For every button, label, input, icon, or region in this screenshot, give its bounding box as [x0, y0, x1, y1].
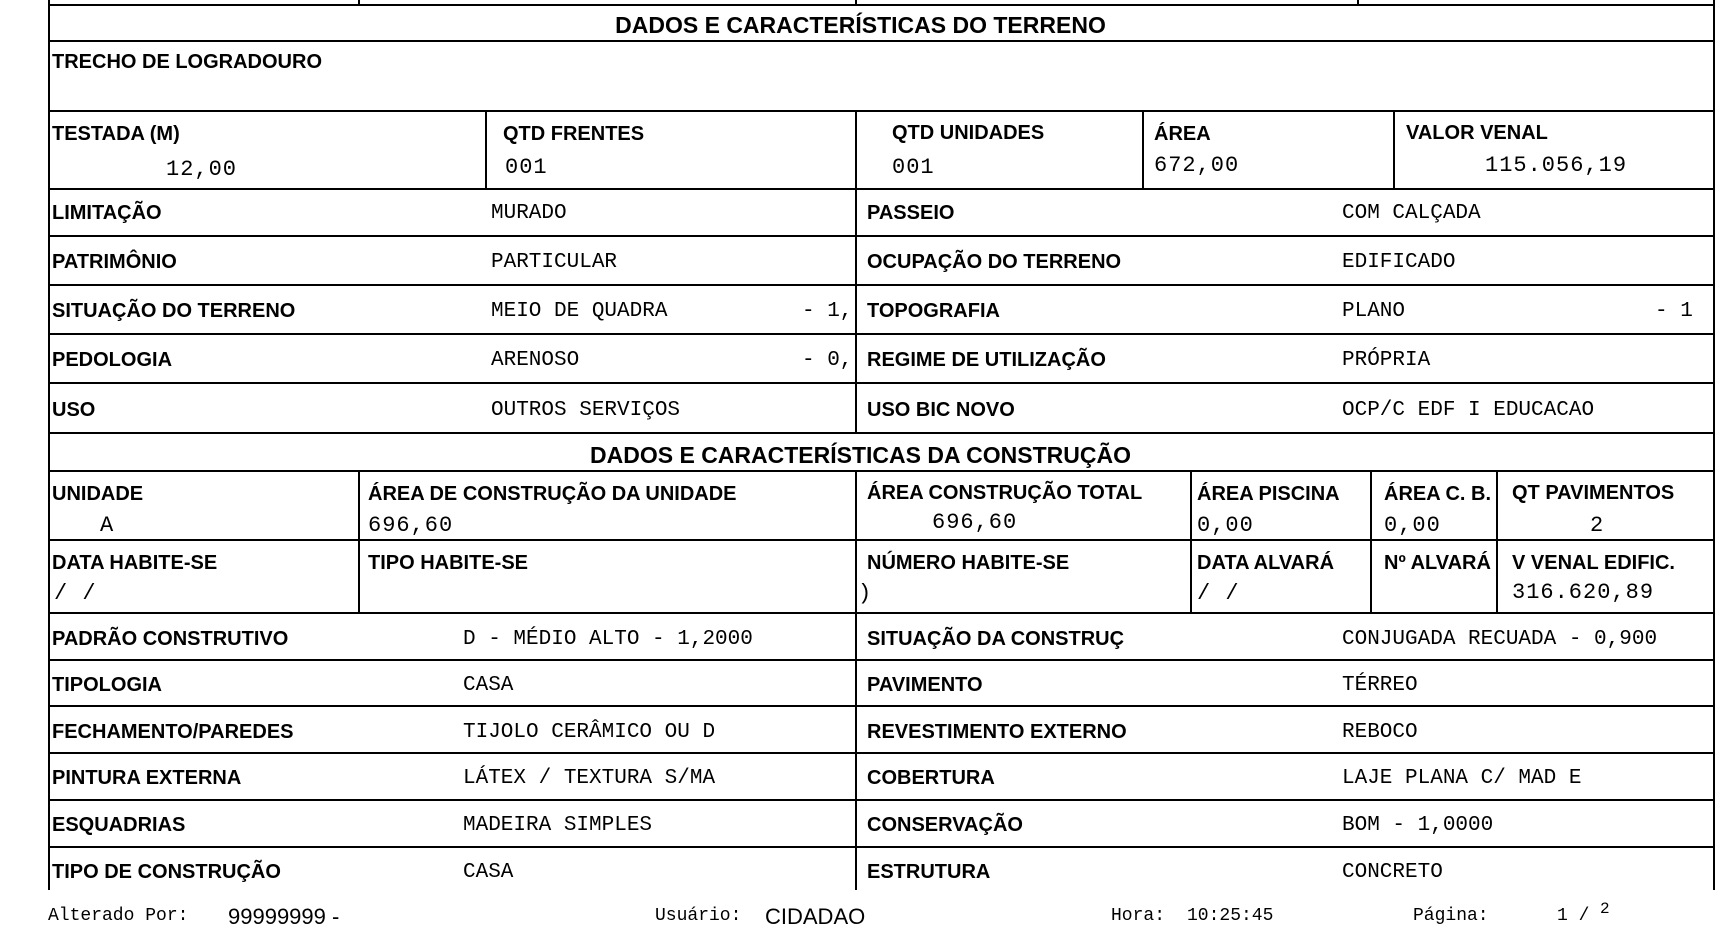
construcao-section-title: DADOS E CARACTERÍSTICAS DA CONSTRUÇÃO — [590, 442, 1131, 468]
area-cb-label: ÁREA C. B. — [1384, 483, 1492, 505]
qtd-frentes-label: QTD FRENTES — [503, 123, 645, 145]
terreno-row-extra: - 1, — [802, 300, 853, 323]
terreno-row-label: PASSEIO — [867, 202, 955, 224]
construcao-row-value: LÁTEX / TEXTURA S/MA — [463, 767, 716, 790]
data-habite-value: / / — [54, 581, 97, 606]
terreno-row-extra: - 1 — [1655, 300, 1693, 323]
terreno-row-value: EDIFICADO — [1342, 251, 1456, 274]
construcao-row-label: SITUAÇÃO DA CONSTRUÇ — [867, 628, 1125, 650]
tipo-habite-label: TIPO HABITE-SE — [368, 552, 529, 574]
terreno-row-value: PLANO — [1342, 300, 1406, 323]
usuario-label: Usuário: — [655, 906, 742, 926]
terreno-row-label: TOPOGRAFIA — [867, 300, 1000, 322]
construcao-row-value: CONJUGADA RECUADA - 0,900 — [1342, 628, 1658, 651]
qtd-unidades-label: QTD UNIDADES — [892, 122, 1045, 144]
terreno-row-label: PEDOLOGIA — [52, 349, 173, 371]
area-label: ÁREA — [1154, 123, 1211, 145]
numero-habite-label: NÚMERO HABITE-SE — [867, 552, 1070, 574]
alterado-por-label: Alterado Por: — [48, 906, 189, 926]
valor-venal-value: 115.056,19 — [1485, 153, 1628, 178]
alterado-por-value: 99999999 - — [228, 904, 340, 929]
valor-venal-label: VALOR VENAL — [1406, 122, 1548, 144]
construcao-row-label: ESTRUTURA — [867, 861, 991, 883]
terreno-row-label: REGIME DE UTILIZAÇÃO — [867, 349, 1106, 371]
data-habite-label: DATA HABITE-SE — [52, 552, 218, 574]
construcao-row-value: REBOCO — [1342, 721, 1418, 744]
construcao-row-label: ESQUADRIAS — [52, 814, 186, 836]
area-total-value: 696,60 — [932, 510, 1018, 535]
area-unidade-label: ÁREA DE CONSTRUÇÃO DA UNIDADE — [368, 483, 737, 505]
v-venal-edific-label: V VENAL EDIFIC. — [1512, 552, 1675, 574]
unidade-label: UNIDADE — [52, 483, 144, 505]
terreno-row-value: COM CALÇADA — [1342, 202, 1481, 225]
pagina-label: Página: — [1413, 906, 1489, 926]
hora-label: Hora: — [1111, 906, 1166, 926]
unidade-value: A — [100, 513, 115, 538]
construcao-row-label: REVESTIMENTO EXTERNO — [867, 721, 1127, 743]
construcao-row-value: D - MÉDIO ALTO - 1,2000 — [463, 628, 753, 651]
testada-label: TESTADA (M) — [52, 123, 180, 145]
terreno-row-label: SITUAÇÃO DO TERRENO — [52, 300, 296, 322]
testada-value: 12,00 — [166, 157, 238, 182]
construcao-row-value: CONCRETO — [1342, 861, 1443, 884]
construcao-row-label: PADRÃO CONSTRUTIVO — [52, 628, 289, 650]
qt-pavimentos-value: 2 — [1590, 513, 1605, 538]
area-total-label: ÁREA CONSTRUÇÃO TOTAL — [867, 482, 1143, 504]
area-piscina-value: 0,00 — [1197, 513, 1254, 538]
construcao-row-value: CASA — [463, 861, 514, 884]
construcao-row-value: TIJOLO CERÂMICO OU D — [463, 721, 716, 744]
numero-habite-value: ) — [858, 581, 873, 606]
terreno-row-value: OCP/C EDF I EDUCACAO — [1342, 399, 1595, 422]
terreno-row-label: OCUPAÇÃO DO TERRENO — [867, 251, 1122, 273]
area-value: 672,00 — [1154, 153, 1240, 178]
area-piscina-label: ÁREA PISCINA — [1197, 483, 1340, 505]
terreno-row-value: MURADO — [491, 202, 567, 225]
construcao-row-label: FECHAMENTO/PAREDES — [52, 721, 294, 743]
construcao-row-label: COBERTURA — [867, 767, 995, 789]
terreno-row-value: OUTROS SERVIÇOS — [491, 399, 681, 422]
data-alvara-label: DATA ALVARÁ — [1197, 552, 1335, 574]
n-alvara-label: Nº ALVARÁ — [1384, 552, 1491, 574]
terreno-row-label: PATRIMÔNIO — [52, 251, 177, 273]
v-venal-edific-value: 316.620,89 — [1512, 580, 1655, 605]
construcao-row-value: BOM - 1,0000 — [1342, 814, 1494, 837]
construcao-row-value: MADEIRA SIMPLES — [463, 814, 653, 837]
terreno-row-label: LIMITAÇÃO — [52, 202, 162, 224]
construcao-row-label: CONSERVAÇÃO — [867, 814, 1023, 836]
terreno-section-title: DADOS E CARACTERÍSTICAS DO TERRENO — [615, 12, 1106, 38]
area-unidade-value: 696,60 — [368, 513, 454, 538]
usuario-value: CIDADAO — [765, 904, 866, 929]
construcao-row-label: TIPO DE CONSTRUÇÃO — [52, 861, 281, 883]
terreno-row-label: USO BIC NOVO — [867, 399, 1015, 421]
construcao-row-value: TÉRREO — [1342, 674, 1418, 697]
construcao-row-label: PAVIMENTO — [867, 674, 983, 696]
terreno-row-value: PARTICULAR — [491, 251, 618, 274]
qt-pavimentos-label: QT PAVIMENTOS — [1512, 482, 1675, 504]
construcao-row-value: CASA — [463, 674, 514, 697]
trecho-logradouro-label: TRECHO DE LOGRADOURO — [52, 51, 322, 73]
hora-value: 10:25:45 — [1187, 906, 1274, 926]
terreno-row-value: PRÓPRIA — [1342, 349, 1431, 372]
construcao-row-label: PINTURA EXTERNA — [52, 767, 242, 789]
qtd-unidades-value: 001 — [892, 155, 935, 180]
qtd-frentes-value: 001 — [505, 155, 548, 180]
construcao-row-label: TIPOLOGIA — [52, 674, 162, 696]
terreno-row-label: USO — [52, 399, 96, 421]
construcao-row-value: LAJE PLANA C/ MAD E — [1342, 767, 1582, 790]
terreno-row-value: ARENOSO — [491, 349, 580, 372]
pagina-total: 2 — [1600, 900, 1610, 918]
terreno-row-extra: - 0, — [802, 349, 853, 372]
terreno-row-value: MEIO DE QUADRA — [491, 300, 668, 323]
area-cb-value: 0,00 — [1384, 513, 1441, 538]
pagina-value: 1 / — [1557, 906, 1590, 926]
data-alvara-value: / / — [1197, 581, 1240, 606]
